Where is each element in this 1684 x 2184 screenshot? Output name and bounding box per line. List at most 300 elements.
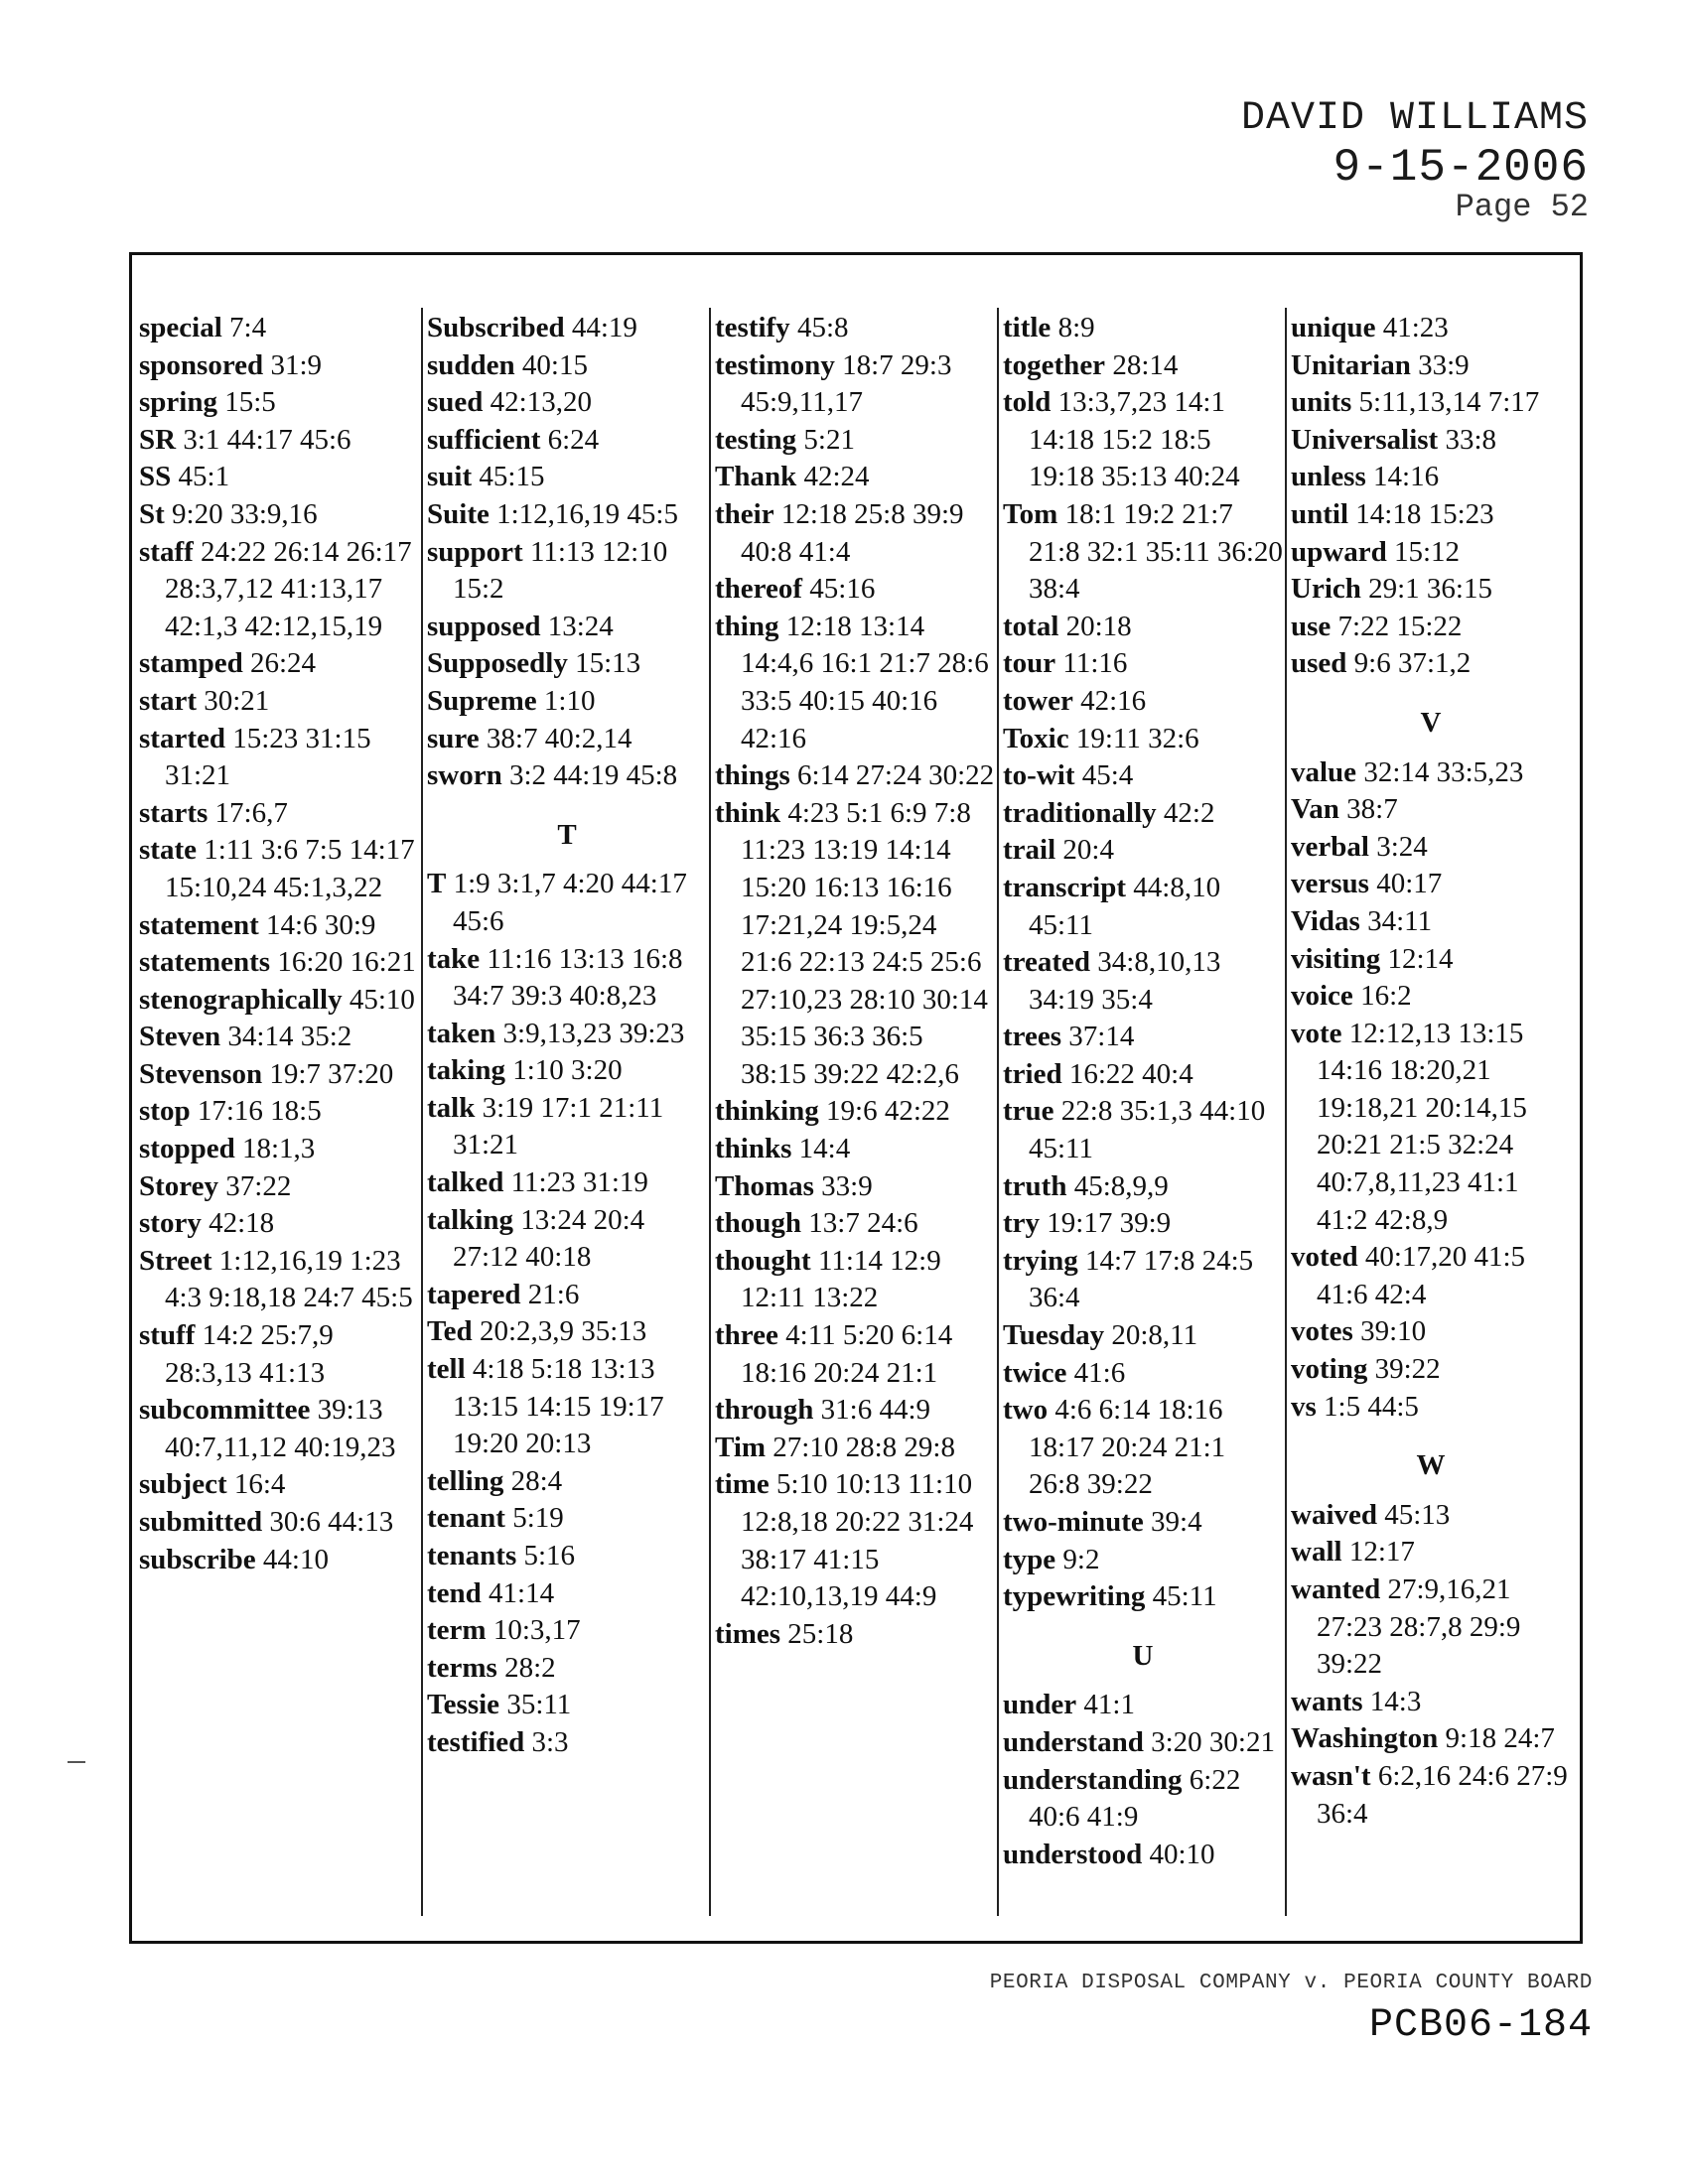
index-refs: 25:18 — [787, 1617, 854, 1650]
index-entry — [1291, 1239, 1571, 1313]
index-entry — [1291, 1571, 1571, 1684]
index-refs: 1:12,16,19 1:23 4:3 9:18,18 24:7 45:5 — [165, 1244, 413, 1314]
column-divider — [997, 308, 999, 1916]
index-refs: 35:11 — [506, 1689, 572, 1721]
index-entry — [1003, 1724, 1283, 1762]
index-refs: 15:5 — [224, 386, 276, 419]
index-entry — [1003, 870, 1283, 944]
index-entry — [1003, 1578, 1283, 1616]
index-term: voting — [1291, 1353, 1368, 1386]
index-refs: 33:8 — [1445, 423, 1497, 456]
index-term: Tuesday — [1003, 1319, 1105, 1352]
index-term: told — [1003, 386, 1052, 419]
index-term: tend — [427, 1576, 482, 1609]
index-entry — [715, 422, 995, 460]
index-refs: 16:2 — [1360, 980, 1412, 1013]
index-refs: 41:14 — [489, 1576, 555, 1609]
index-entry — [1003, 384, 1283, 496]
index-term: truth — [1003, 1169, 1067, 1202]
index-term: try — [1003, 1207, 1041, 1240]
index-term: stamped — [139, 647, 243, 680]
index-term: taken — [427, 1017, 496, 1049]
index-entry — [1003, 1243, 1283, 1317]
index-term: wants — [1291, 1685, 1363, 1717]
index-term: under — [1003, 1689, 1077, 1721]
index-term: talk — [427, 1091, 476, 1124]
index-term: title — [1003, 312, 1052, 343]
index-term: SS — [139, 461, 172, 493]
index-refs: 4:18 5:18 13:13 13:15 14:15 19:17 19:20 20:13 — [453, 1353, 664, 1460]
index-term: trail — [1003, 834, 1056, 867]
index-entry — [427, 1090, 707, 1164]
index-refs: 14:6 30:9 — [266, 908, 376, 941]
index-term: Tom — [1003, 497, 1058, 530]
index-term: transcript — [1003, 871, 1127, 903]
index-term: voted — [1291, 1241, 1358, 1274]
index-entry — [1291, 1389, 1571, 1427]
index-term: typewriting — [1003, 1580, 1146, 1613]
index-term: submitted — [139, 1506, 263, 1538]
index-refs: 31:6 44:9 — [820, 1394, 931, 1427]
index-entry — [427, 1612, 707, 1650]
index-entry — [139, 1056, 419, 1094]
index-entry — [715, 1093, 995, 1131]
index-entry — [427, 1052, 707, 1090]
index-term: suit — [427, 461, 473, 493]
index-refs: 12:18 13:14 14:4,6 16:1 21:7 28:6 33:5 40:15 40:16 42:16 — [741, 610, 989, 754]
index-refs: 40:10 — [1149, 1838, 1215, 1870]
index-refs: 9:20 33:9,16 — [172, 497, 318, 530]
index-term: until — [1291, 497, 1349, 530]
index-term: three — [715, 1319, 778, 1352]
index-entry — [427, 347, 707, 385]
index-entry — [427, 1575, 707, 1613]
index-entry — [1003, 1504, 1283, 1542]
index-refs: 19:6 42:22 — [826, 1095, 950, 1128]
index-entry — [1003, 1168, 1283, 1206]
index-term: two — [1003, 1394, 1049, 1427]
index-refs: 42:13,20 — [490, 386, 592, 419]
index-column-5 — [1291, 310, 1571, 1833]
index-entry — [1003, 1317, 1283, 1355]
index-term: stuff — [139, 1319, 196, 1352]
index-entry — [139, 1392, 419, 1466]
index-entry — [1003, 832, 1283, 870]
index-term: vs — [1291, 1390, 1317, 1423]
index-refs: 14:4 — [798, 1133, 851, 1165]
index-entry — [139, 534, 419, 646]
index-entry — [139, 944, 419, 982]
index-entry — [427, 1724, 707, 1762]
index-term: subscribe — [139, 1543, 256, 1575]
index-entry — [715, 571, 995, 609]
index-entry — [139, 422, 419, 460]
index-entry — [139, 1093, 419, 1131]
index-term: Thank — [715, 461, 797, 493]
index-refs: 19:7 37:20 — [269, 1057, 394, 1090]
index-term: thing — [715, 610, 779, 642]
index-entry — [1291, 978, 1571, 1016]
index-entry — [715, 795, 995, 1094]
index-refs: 34:14 35:2 — [227, 1021, 352, 1053]
index-refs: 20:18 — [1065, 610, 1132, 642]
index-entry — [427, 1650, 707, 1688]
index-entry — [1291, 1684, 1571, 1721]
index-entry — [139, 1504, 419, 1542]
index-entry — [715, 1131, 995, 1168]
index-term: subcommittee — [139, 1394, 311, 1427]
index-term: sworn — [427, 759, 502, 792]
index-term: start — [139, 684, 197, 717]
index-term: visiting — [1291, 942, 1381, 975]
index-term: sure — [427, 722, 480, 754]
index-term: talked — [427, 1166, 504, 1199]
index-entry — [715, 1392, 995, 1430]
index-entry — [1291, 754, 1571, 792]
index-term: thinking — [715, 1095, 819, 1128]
index-term: Steven — [139, 1021, 221, 1053]
case-number: PCB06-184 — [1368, 2003, 1593, 2048]
index-refs: 45:16 — [809, 573, 876, 606]
index-entry — [1291, 1016, 1571, 1240]
index-entry — [427, 866, 707, 940]
index-refs: 39:13 40:7,11,12 40:19,23 — [165, 1394, 396, 1463]
index-entry — [139, 645, 419, 683]
index-entry — [427, 941, 707, 1016]
index-refs: 42:16 — [1080, 684, 1147, 717]
index-entry — [715, 1317, 995, 1392]
index-term: use — [1291, 610, 1332, 642]
index-entry — [139, 1243, 419, 1317]
index-term: understanding — [1003, 1763, 1183, 1796]
index-term: telling — [427, 1464, 504, 1497]
index-term: Supreme — [427, 684, 537, 717]
index-entry — [427, 534, 707, 609]
index-refs: 13:24 20:4 27:12 40:18 — [453, 1203, 645, 1274]
index-entry — [139, 496, 419, 534]
index-entry — [1291, 384, 1571, 422]
index-term: together — [1003, 348, 1106, 381]
index-refs: 41:23 — [1382, 312, 1449, 343]
index-refs: 3:2 44:19 45:8 — [508, 759, 678, 792]
index-refs: 40:15 — [521, 348, 588, 381]
index-entry — [139, 1205, 419, 1243]
index-entry — [139, 721, 419, 795]
index-term: think — [715, 796, 781, 829]
index-term: waived — [1291, 1498, 1377, 1531]
index-refs: 42:18 — [209, 1207, 275, 1240]
index-entry — [139, 310, 419, 347]
index-entry — [1291, 571, 1571, 609]
index-refs: 39:22 — [1374, 1353, 1441, 1386]
index-term: SR — [139, 423, 177, 456]
index-refs: 42:2 — [1163, 796, 1215, 829]
index-entry — [1003, 1019, 1283, 1056]
index-entry — [427, 1277, 707, 1314]
index-entry — [715, 347, 995, 422]
index-refs: 34:8,10,13 34:19 35:4 — [1029, 946, 1221, 1016]
index-term: Vidas — [1291, 904, 1360, 937]
index-entry — [139, 1131, 419, 1168]
index-refs: 15:13 — [575, 647, 641, 680]
index-term: two-minute — [1003, 1506, 1144, 1538]
index-refs: 13:7 24:6 — [808, 1207, 918, 1240]
index-entry — [1003, 1205, 1283, 1243]
index-entry — [139, 832, 419, 906]
index-entry — [139, 982, 419, 1020]
index-refs: 1:10 — [543, 684, 596, 717]
index-entry — [427, 1164, 707, 1202]
index-term: Urich — [1291, 573, 1361, 606]
index-entry — [1003, 1762, 1283, 1837]
index-term: story — [139, 1207, 202, 1240]
index-entry — [715, 496, 995, 571]
deponent-name: DAVID WILLIAMS — [1240, 96, 1589, 141]
index-term: things — [715, 759, 790, 792]
index-entry — [1291, 645, 1571, 683]
section-letter: U — [1132, 1639, 1154, 1672]
index-refs: 39:4 — [1151, 1506, 1202, 1538]
index-refs: 39:10 — [1360, 1315, 1427, 1348]
index-refs: 8:9 — [1057, 312, 1095, 343]
index-term: treated — [1003, 946, 1091, 979]
index-refs: 12:12,13 13:15 14:16 18:20,21 19:18,21 20:14,15 20:21 21:5 32:24 40:7,8,11,23 41:1 41:2 42:8,9 — [1317, 1017, 1527, 1236]
index-refs: 19:17 39:9 — [1047, 1207, 1172, 1240]
column-divider — [1285, 308, 1287, 1916]
index-refs: 42:24 — [803, 461, 870, 493]
index-entry — [1003, 645, 1283, 683]
index-entry — [715, 1466, 995, 1615]
index-term: vote — [1291, 1017, 1342, 1049]
index-refs: 9:2 — [1062, 1543, 1100, 1575]
index-refs: 17:6,7 — [214, 796, 288, 829]
index-refs: 28:2 — [504, 1651, 556, 1684]
index-refs: 1:11 3:6 7:5 14:17 15:10,24 45:1,3,22 — [165, 834, 415, 903]
index-refs: 24:22 26:14 26:17 28:3,7,12 41:13,17 42:1,3 42:12,15,19 — [165, 535, 412, 642]
index-refs: 31:9 — [270, 348, 322, 381]
index-entry — [139, 907, 419, 945]
index-entry — [139, 1019, 419, 1056]
index-term: thought — [715, 1244, 811, 1277]
section-letter: W — [1416, 1449, 1446, 1482]
index-entry — [715, 1430, 995, 1467]
index-refs: 44:19 — [571, 312, 637, 343]
index-refs: 13:24 — [547, 610, 614, 642]
index-entry — [1291, 829, 1571, 867]
index-entry — [139, 1542, 419, 1579]
index-entry — [1291, 903, 1571, 941]
index-entry — [1003, 609, 1283, 646]
index-refs: 4:6 6:14 18:16 18:17 20:24 21:1 26:8 39:22 — [1029, 1394, 1226, 1501]
index-entry — [427, 609, 707, 646]
index-term: units — [1291, 386, 1352, 419]
case-caption: PEORIA DISPOSAL COMPANY v. PEORIA COUNTY BOARD — [989, 1972, 1593, 1994]
index-term: Ted — [427, 1315, 473, 1348]
index-refs: 30:6 44:13 — [269, 1506, 394, 1538]
index-entry — [1291, 347, 1571, 385]
index-term: Suite — [427, 497, 490, 530]
index-term: Subscribed — [427, 312, 565, 343]
index-term: T — [427, 868, 447, 900]
index-refs: 14:3 — [1369, 1685, 1422, 1717]
index-entry — [427, 496, 707, 534]
column-divider — [709, 308, 711, 1916]
index-term: thereof — [715, 573, 803, 606]
index-refs: 13:3,7,23 14:1 14:18 15:2 18:5 19:18 35:13 40:24 — [1029, 386, 1240, 493]
index-refs: 18:1,3 — [241, 1133, 316, 1165]
index-refs: 44:10 — [262, 1543, 329, 1575]
index-refs: 45:8,9,9 — [1073, 1169, 1169, 1202]
index-entry — [427, 459, 707, 496]
index-refs: 6:2,16 24:6 27:9 36:4 — [1317, 1759, 1568, 1830]
index-term: verbal — [1291, 830, 1369, 863]
index-entry — [427, 645, 707, 683]
index-entry — [715, 310, 995, 347]
index-term: Toxic — [1003, 722, 1069, 754]
index-entry — [1291, 791, 1571, 829]
index-refs: 45:8 — [796, 312, 849, 343]
index-entry — [1291, 1758, 1571, 1833]
index-term: true — [1003, 1095, 1054, 1128]
index-entry — [139, 1168, 419, 1206]
index-refs: 37:14 — [1068, 1021, 1135, 1053]
index-entry — [715, 459, 995, 496]
index-refs: 27:10 28:8 29:8 — [772, 1431, 955, 1463]
index-entry — [1003, 496, 1283, 609]
index-entry — [427, 422, 707, 460]
index-term: wall — [1291, 1536, 1342, 1569]
index-entry — [715, 1205, 995, 1243]
index-term: times — [715, 1617, 781, 1650]
index-term: versus — [1291, 868, 1369, 900]
index-refs: 12:18 25:8 39:9 40:8 41:4 — [741, 497, 964, 568]
index-entry — [1291, 496, 1571, 534]
index-refs: 18:1 19:2 21:7 21:8 32:1 35:11 36:20 38:4 — [1029, 497, 1283, 606]
index-term: value — [1291, 755, 1357, 788]
index-term: tower — [1003, 684, 1073, 717]
index-entry — [427, 1500, 707, 1538]
index-refs: 37:22 — [225, 1169, 292, 1202]
index-term: Thomas — [715, 1169, 814, 1202]
index-entry — [427, 310, 707, 347]
index-refs: 41:6 — [1073, 1356, 1126, 1389]
index-term: twice — [1003, 1356, 1067, 1389]
index-term: subject — [139, 1468, 227, 1501]
index-refs: 12:17 — [1348, 1536, 1415, 1569]
index-term: stenographically — [139, 983, 343, 1016]
index-term: testing — [715, 423, 797, 456]
index-term: take — [427, 942, 481, 975]
index-entry — [139, 384, 419, 422]
index-refs: 6:24 — [547, 423, 600, 456]
index-entry — [427, 683, 707, 721]
index-refs: 3:20 30:21 — [1151, 1725, 1275, 1758]
index-entry — [1291, 866, 1571, 903]
index-term: unique — [1291, 312, 1376, 343]
index-entry — [1291, 459, 1571, 496]
index-term: unless — [1291, 461, 1366, 493]
index-refs: 45:1 — [178, 461, 230, 493]
index-term: spring — [139, 386, 217, 419]
index-entry — [1003, 944, 1283, 1019]
index-term: stopped — [139, 1133, 235, 1165]
index-refs: 44:8,10 45:11 — [1029, 871, 1221, 941]
index-term: Universalist — [1291, 423, 1439, 456]
index-refs: 45:4 — [1081, 759, 1134, 792]
index-entry — [427, 1202, 707, 1277]
index-entry — [1291, 1351, 1571, 1389]
index-entry — [1291, 609, 1571, 646]
index-refs: 40:17 — [1376, 868, 1443, 900]
index-refs: 11:16 13:13 16:8 34:7 39:3 40:8,23 — [453, 942, 683, 1013]
index-term: through — [715, 1394, 814, 1427]
index-entry — [427, 1538, 707, 1575]
index-refs: 6:22 40:6 41:9 — [1029, 1763, 1241, 1834]
index-refs: 15:23 31:15 31:21 — [165, 722, 371, 792]
index-refs: 32:14 33:5,23 — [1363, 755, 1524, 788]
deposition-date: 9-15-2006 — [1333, 142, 1589, 194]
index-term: understand — [1003, 1725, 1144, 1758]
index-refs: 28:14 — [1112, 348, 1179, 381]
index-term: to-wit — [1003, 759, 1075, 792]
index-column-3 — [715, 310, 995, 1653]
index-refs: 20:4 — [1062, 834, 1114, 867]
index-term: statements — [139, 946, 271, 979]
index-entry — [427, 1351, 707, 1463]
index-entry — [139, 1466, 419, 1504]
index-refs: 11:14 12:9 12:11 13:22 — [741, 1244, 941, 1314]
index-refs: 7:22 15:22 — [1337, 610, 1463, 642]
index-term: testified — [427, 1725, 525, 1758]
index-term: tour — [1003, 647, 1056, 680]
index-term: sued — [427, 386, 484, 419]
index-refs: 4:11 5:20 6:14 18:16 20:24 21:1 — [741, 1319, 953, 1389]
index-term: support — [427, 535, 523, 568]
index-refs: 33:9 — [821, 1169, 873, 1202]
index-refs: 41:1 — [1083, 1689, 1135, 1721]
index-entry — [1291, 534, 1571, 572]
index-term: tell — [427, 1353, 466, 1386]
index-refs: 14:16 — [1373, 461, 1440, 493]
index-entry — [1291, 941, 1571, 979]
index-term: tried — [1003, 1057, 1062, 1090]
index-entry — [1291, 310, 1571, 347]
index-refs: 26:24 — [249, 647, 317, 680]
index-refs: 40:17,20 41:5 41:6 42:4 — [1317, 1241, 1526, 1310]
margin-mark — [68, 1761, 85, 1763]
index-refs: 22:8 35:1,3 44:10 45:11 — [1029, 1095, 1266, 1165]
index-term: type — [1003, 1543, 1056, 1575]
index-refs: 17:16 18:5 — [197, 1095, 322, 1128]
index-refs: 16:20 16:21 — [277, 946, 416, 979]
index-refs: 45:15 — [479, 461, 545, 493]
index-refs: 5:11,13,14 7:17 — [1358, 386, 1540, 419]
index-term: voice — [1291, 980, 1353, 1013]
index-refs: 9:18 24:7 — [1445, 1722, 1555, 1755]
index-entry — [715, 1243, 995, 1317]
index-term: statement — [139, 908, 259, 941]
index-term: term — [427, 1614, 487, 1647]
index-entry — [1003, 1542, 1283, 1579]
index-refs: 3:3 — [531, 1725, 569, 1758]
index-entry — [1003, 310, 1283, 347]
index-entry — [427, 1463, 707, 1501]
index-column-4 — [1003, 310, 1283, 1873]
index-term: Street — [139, 1244, 212, 1277]
index-refs: 9:6 37:1,2 — [1353, 647, 1472, 680]
index-term: staff — [139, 535, 194, 568]
index-refs: 45:11 — [1152, 1580, 1217, 1613]
